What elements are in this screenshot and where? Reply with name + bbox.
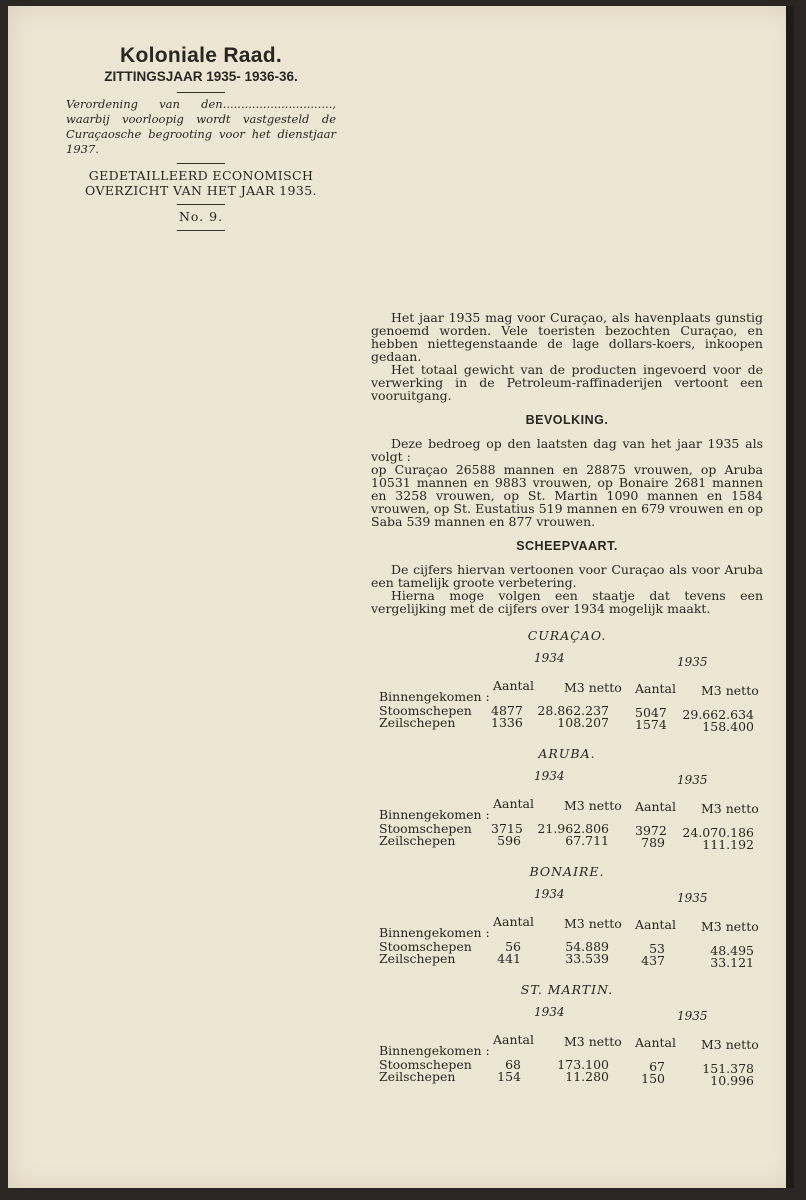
- cell-volume: 24.070.186: [682, 825, 754, 840]
- cell-count: 3715: [491, 821, 523, 836]
- row-label: Stoomschepen: [379, 821, 472, 836]
- cell-volume: 29.662.634: [682, 707, 754, 722]
- document-page: [8, 6, 794, 1188]
- table-place: ARUBA.: [538, 746, 596, 761]
- cell-volume: 21.962.806: [537, 821, 609, 836]
- divider: [177, 230, 225, 231]
- table-year: 1935: [677, 1009, 708, 1023]
- cell-count: 53: [649, 941, 665, 956]
- cell-volume: 54.889: [565, 939, 609, 954]
- cell-volume: 33.121: [710, 955, 754, 970]
- inbound-label: Binnengekomen :: [379, 925, 490, 940]
- column-header-volume: M3 netto: [564, 1034, 622, 1049]
- shipping-table-st-martin: [371, 983, 763, 1101]
- divider: [177, 204, 225, 205]
- shipping-table-curacao: [371, 629, 763, 747]
- cell-count: 437: [641, 953, 665, 968]
- shipping-table-bonaire: [371, 865, 763, 983]
- row-label: Stoomschepen: [379, 1057, 472, 1072]
- shipping-paragraph: De cijfers hiervan vertoonen voor Curaçao als voor Aruba een tamelijk groote verbetering.: [371, 562, 763, 590]
- cell-volume: 151.378: [702, 1061, 754, 1076]
- cell-volume: 67.711: [565, 833, 609, 848]
- column-header-volume: M3 netto: [701, 683, 759, 698]
- council-title: Koloniale Raad.: [119, 44, 283, 67]
- cell-count: 596: [497, 833, 521, 848]
- table-place: BONAIRE.: [529, 864, 605, 879]
- column-header-volume: M3 netto: [701, 919, 759, 934]
- cell-volume: 158.400: [702, 719, 754, 734]
- cell-volume: 111.192: [702, 837, 754, 852]
- column-header-count: Aantal: [493, 796, 535, 811]
- column-header-count: Aantal: [635, 1035, 677, 1050]
- table-place: ST. MARTIN.: [520, 982, 614, 997]
- inbound-label: Binnengekomen :: [379, 689, 490, 704]
- inbound-label: Binnengekomen :: [379, 1043, 490, 1058]
- population-heading: BEVOLKING.: [525, 413, 609, 427]
- cell-count: 441: [497, 951, 521, 966]
- shipping-table-aruba: [371, 747, 763, 865]
- row-label: Zeilschepen: [379, 833, 456, 848]
- document-header: [66, 44, 336, 235]
- column-header-volume: M3 netto: [564, 798, 622, 813]
- table-year: 1935: [677, 773, 708, 787]
- column-header-count: Aantal: [493, 1032, 535, 1047]
- row-label: Zeilschepen: [379, 715, 456, 730]
- table-year: 1934: [534, 1005, 565, 1019]
- cell-count: 150: [641, 1071, 665, 1086]
- divider: [177, 92, 225, 93]
- cell-volume: 48.495: [710, 943, 754, 958]
- cell-volume: 10.996: [710, 1073, 754, 1088]
- cell-volume: 33.539: [565, 951, 609, 966]
- page-edge: [786, 6, 794, 1188]
- cell-count: 789: [641, 835, 665, 850]
- cell-count: 1336: [491, 715, 523, 730]
- population-paragraph: Deze bedroeg op den laatsten dag van het jaar 1935 als volgt :: [371, 436, 763, 464]
- column-header-count: Aantal: [635, 917, 677, 932]
- cell-volume: 108.207: [557, 715, 609, 730]
- population-paragraph: op Curaçao 26588 mannen en 28875 vrouwen, op Aruba 10531 mannen en 9883 vrouwen, op Bonaire 2681 mannen en 3258 vrouwen, op St. Martin 1090 mannen en 1584 vrouwen, op St. Eustatius 519 mannen en 679 vrouwen en op Saba 539 mannen en 877 vrouwen.: [371, 462, 763, 529]
- cell-count: 56: [505, 939, 521, 954]
- cell-count: 67: [649, 1059, 665, 1074]
- intro-paragraph: Het jaar 1935 mag voor Curaçao, als havenplaats gunstig genoemd worden. Vele toeristen bezochten Curaçao, en hebben niettegenstaande de lage dollars-koers, inkoopen gedaan.: [371, 310, 763, 364]
- cell-volume: 173.100: [557, 1057, 609, 1072]
- table-year: 1934: [534, 769, 565, 783]
- column-header-count: Aantal: [635, 799, 677, 814]
- row-label: Stoomschepen: [379, 703, 472, 718]
- row-label: Zeilschepen: [379, 951, 456, 966]
- column-header-volume: M3 netto: [701, 801, 759, 816]
- cell-count: 3972: [635, 823, 667, 838]
- shipping-heading: SCHEEPVAART.: [516, 539, 618, 553]
- table-year: 1934: [534, 651, 565, 665]
- table-year: 1934: [534, 887, 565, 901]
- inbound-label: Binnengekomen :: [379, 807, 490, 822]
- cell-count: 5047: [635, 705, 667, 720]
- column-header-volume: M3 netto: [564, 916, 622, 931]
- row-label: Zeilschepen: [379, 1069, 456, 1084]
- document-number: No. 9.: [178, 209, 224, 224]
- table-year: 1935: [677, 655, 708, 669]
- row-label: Stoomschepen: [379, 939, 472, 954]
- cell-count: 4877: [491, 703, 523, 718]
- cell-count: 1574: [635, 717, 667, 732]
- table-year: 1935: [677, 891, 708, 905]
- column-header-count: Aantal: [493, 678, 535, 693]
- shipping-paragraph: Hierna moge volgen een staatje dat tevens een vergelijking met de cijfers over 1934 mogelijk maakt.: [371, 588, 763, 616]
- cell-volume: 28.862.237: [537, 703, 609, 718]
- column-header-count: Aantal: [635, 681, 677, 696]
- cell-volume: 11.280: [565, 1069, 609, 1084]
- session-year: ZITTINGSJAAR 1935- 1936-36.: [104, 69, 298, 84]
- cell-count: 154: [497, 1069, 521, 1084]
- decree-text: Verordening van den.............................., waarbij voorloopig wordt vastgesteld de Curaçaosche begrooting voor het dienstjaar 1937.: [66, 97, 336, 156]
- intro-paragraph: Het totaal gewicht van de producten ingevoerd voor de verwerking in de Petroleum-raffinaderijen vertoont een vooruitgang.: [371, 362, 763, 403]
- column-header-volume: M3 netto: [701, 1037, 759, 1052]
- column-header-volume: M3 netto: [564, 680, 622, 695]
- document-body: [371, 311, 763, 1101]
- divider: [177, 163, 225, 164]
- column-header-count: Aantal: [493, 914, 535, 929]
- table-place: CURAÇAO.: [527, 628, 607, 643]
- cell-count: 68: [505, 1057, 521, 1072]
- overview-title: GEDETAILLEERD ECONOMISCH OVERZICHT VAN HET JAAR 1935.: [85, 168, 317, 198]
